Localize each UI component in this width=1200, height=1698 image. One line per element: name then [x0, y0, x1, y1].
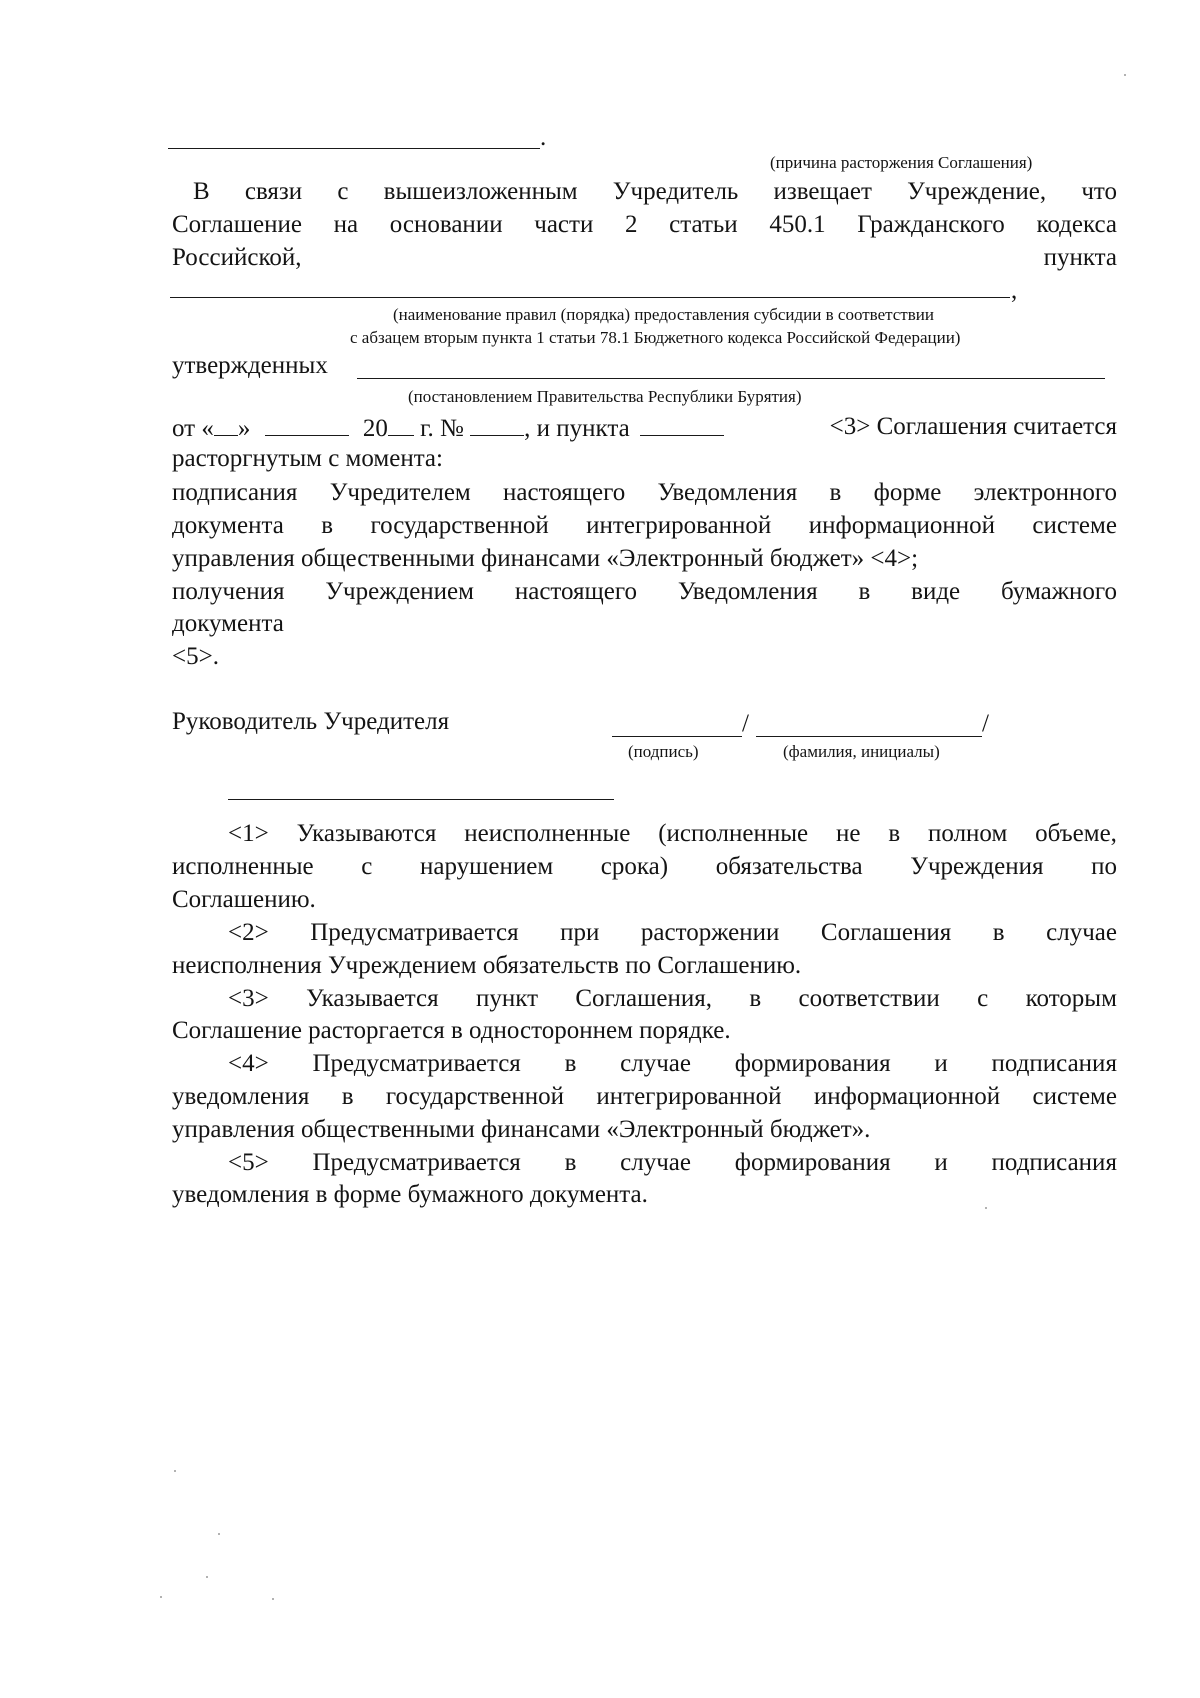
word: что [1081, 178, 1117, 205]
word: В [193, 178, 210, 205]
word: Указываются [296, 820, 437, 847]
word: Гражданского [857, 211, 1005, 238]
word: обязательства [715, 853, 863, 880]
footnote-4-line-1 [228, 1050, 1117, 1078]
scan-speck [218, 1533, 220, 1535]
rules-caption-2: с абзацем вторым пункта 1 статьи 78.1 Бюджетного кодекса Российской Федерации) [350, 328, 961, 347]
word: подписания [991, 1050, 1117, 1077]
word: получения [172, 578, 285, 605]
approved-caption: (постановлением Правительства Республики Бурятия) [408, 387, 802, 406]
word: в [829, 479, 842, 506]
month-blank [265, 413, 349, 436]
reason-line-tail: . [540, 124, 547, 151]
option2-line-2: документа [172, 610, 284, 637]
word: случае [620, 1149, 691, 1176]
footnote-4-line-2 [172, 1083, 1117, 1111]
word: формирования [734, 1050, 891, 1077]
signature-slash-1: / [742, 710, 749, 737]
footnote-1-line-2 [172, 853, 1117, 881]
word: в [749, 985, 762, 1012]
word: на [333, 211, 359, 238]
word: пункт [476, 985, 538, 1012]
reason-caption: (причина расторжения Соглашения) [770, 153, 1033, 172]
word: срока) [600, 853, 669, 880]
footnote-2-line-1 [228, 919, 1117, 947]
word: не [836, 820, 861, 847]
point-blank [640, 413, 724, 436]
word: <4> [228, 1050, 269, 1077]
word: форме [873, 479, 942, 506]
option2-line-1 [172, 578, 1117, 606]
word: интегрированной [596, 1083, 782, 1110]
scan-speck [174, 1470, 176, 1472]
word: <1> [228, 820, 269, 847]
word: Предусматривается [312, 1149, 521, 1176]
word: формирования [734, 1149, 891, 1176]
date-and-point: , и пункта [524, 415, 630, 442]
word: в [341, 1083, 354, 1110]
word: по [1091, 853, 1117, 880]
word: уведомления [172, 1083, 310, 1110]
word: которым [1025, 985, 1117, 1012]
word: интегрированной [586, 512, 772, 539]
date-year: 20 [362, 415, 388, 442]
word: объеме, [1035, 820, 1117, 847]
footnote-5-line-1 [228, 1149, 1117, 1177]
rules-line-tail: , [1011, 277, 1018, 304]
signature-blank [612, 736, 742, 737]
word: части [534, 211, 594, 238]
word: <5> [228, 1149, 269, 1176]
word: в [564, 1149, 577, 1176]
rules-blank-line [170, 297, 1010, 298]
word: 2 [625, 211, 638, 238]
option2-line-3: <5>. [172, 643, 219, 670]
word: в [564, 1050, 577, 1077]
word: Соглашения, [575, 985, 712, 1012]
approved-blank-line [357, 378, 1105, 379]
terminated-from: расторгнутым с момента: [172, 445, 443, 472]
word: случае [1046, 919, 1117, 946]
word: в [888, 820, 901, 847]
word: системе [1032, 1083, 1117, 1110]
word: в [321, 512, 334, 539]
word: документа [172, 512, 284, 539]
word: вышеизложенным [383, 178, 578, 205]
word: Соглашения [820, 919, 952, 946]
word: Уведомления [657, 479, 798, 506]
scan-speck [272, 1598, 274, 1600]
footnote-2-line-2: неисполнения Учреждением обязательств по Соглашению. [172, 952, 802, 979]
scan-speck [206, 1576, 208, 1578]
approved-label: утвержденных [172, 352, 328, 379]
word: в [992, 919, 1005, 946]
word: неисполненные [464, 820, 631, 847]
word: полном [928, 820, 1008, 847]
word: Учредитель [612, 178, 739, 205]
word: <2> [228, 919, 269, 946]
rules-caption-1: (наименование правил (порядка) предоставления субсидии в соответствии [393, 305, 934, 324]
word: кодекса [1036, 211, 1117, 238]
name-blank [756, 736, 982, 737]
word: с [361, 853, 373, 880]
main-line-1 [193, 178, 1117, 206]
word: при [560, 919, 600, 946]
option1-line-1 [172, 479, 1117, 507]
scan-speck [985, 1207, 987, 1209]
word: извещает [773, 178, 872, 205]
number-blank [470, 413, 524, 436]
day-blank [214, 413, 238, 436]
word: и [934, 1149, 948, 1176]
word: Уведомления [677, 578, 818, 605]
main-line-3-right: пункта [1043, 244, 1117, 271]
footnote-5-line-2: уведомления в форме бумажного документа. [172, 1181, 648, 1208]
word: связи [244, 178, 303, 205]
word: Учреждения [910, 853, 1044, 880]
name-caption: (фамилия, инициалы) [783, 742, 940, 761]
main-line-3 [172, 244, 1117, 272]
word: Учредителем [329, 479, 471, 506]
date-line-left [172, 413, 724, 443]
word: соответствии [798, 985, 940, 1012]
word: исполненные [172, 853, 314, 880]
date-quote-close: » [237, 415, 251, 442]
signature-slash-2: / [982, 710, 989, 737]
word: Предусматривается [312, 1050, 521, 1077]
word: нарушением [420, 853, 554, 880]
word: 450.1 [769, 211, 826, 238]
date-year-suffix: г. № [420, 415, 464, 442]
word: подписания [991, 1149, 1117, 1176]
word: статьи [669, 211, 738, 238]
word: и [934, 1050, 948, 1077]
word: <3> [228, 985, 269, 1012]
date-from-label: от « [172, 415, 214, 442]
scan-speck [160, 1596, 162, 1598]
word: бумажного [1001, 578, 1117, 605]
word: государственной [370, 512, 549, 539]
main-line-2 [172, 211, 1117, 239]
word: Указывается [306, 985, 439, 1012]
word: Учреждением [325, 578, 474, 605]
footnote-3-line-1 [228, 985, 1117, 1013]
footnote-1-line-3: Соглашению. [172, 886, 316, 913]
reason-blank-line [168, 148, 540, 149]
signature-label: Руководитель Учредителя [172, 708, 450, 735]
date-line [172, 413, 1117, 443]
word: настоящего [503, 479, 626, 506]
scan-speck [1124, 74, 1126, 76]
word: информационной [808, 512, 995, 539]
word: с [337, 178, 349, 205]
word: Предусматривается [310, 919, 519, 946]
footnote-4-line-3: управления общественными финансами «Электронный бюджет». [172, 1116, 871, 1143]
word: настоящего [514, 578, 638, 605]
footnote-1-line-1 [228, 820, 1117, 848]
option1-line-2 [172, 512, 1117, 540]
date-tail: <3> Соглашения считается [829, 413, 1117, 440]
main-line-3-left: Российской, [172, 244, 302, 271]
word: системе [1032, 512, 1117, 539]
word: виде [911, 578, 961, 605]
year-blank [388, 413, 414, 436]
word: подписания [172, 479, 298, 506]
word: основании [389, 211, 503, 238]
word: Учреждение, [907, 178, 1047, 205]
footnote-separator [228, 799, 614, 800]
footnote-3-line-2: Соглашение расторгается в одностороннем порядке. [172, 1017, 731, 1044]
word: государственной [385, 1083, 565, 1110]
sign-caption: (подпись) [628, 742, 699, 761]
word: (исполненные [658, 820, 809, 847]
word: случае [620, 1050, 691, 1077]
word: расторжении [640, 919, 780, 946]
word: с [977, 985, 989, 1012]
word: электронного [973, 479, 1117, 506]
option1-line-3: управления общественными финансами «Электронный бюджет» <4>; [172, 545, 919, 572]
word: информационной [813, 1083, 1001, 1110]
word: Соглашение [172, 211, 302, 238]
word: в [858, 578, 871, 605]
